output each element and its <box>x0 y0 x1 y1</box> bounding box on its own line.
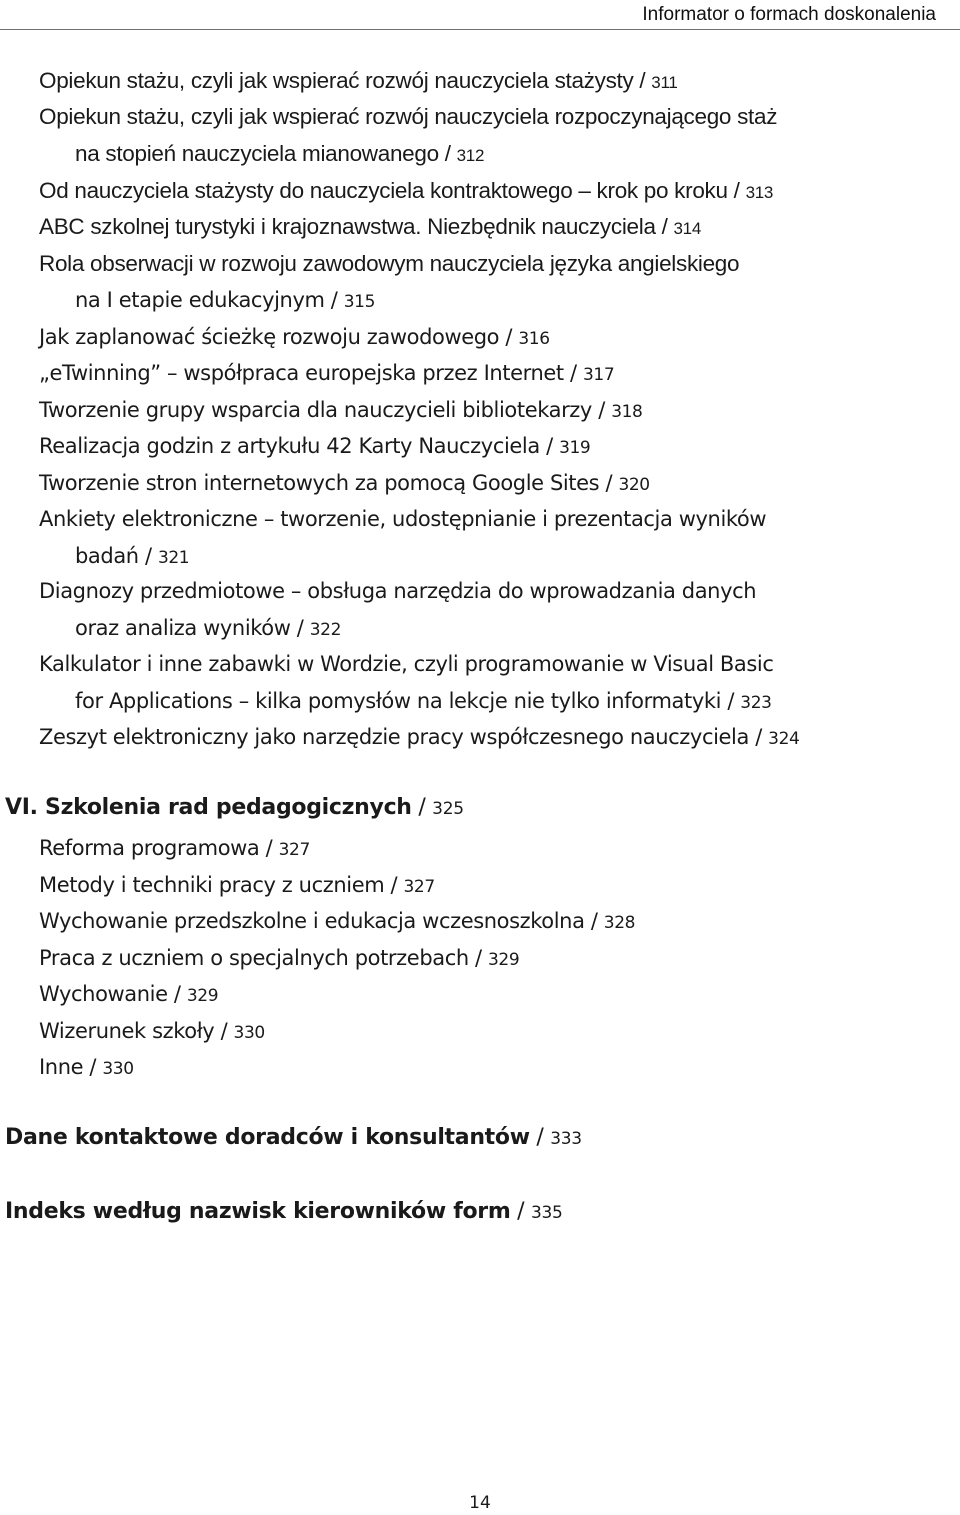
toc-entry[interactable] <box>39 650 774 678</box>
toc-entry-page: 328 <box>603 913 636 933</box>
toc-entry-title: „eTwinning” – współpraca europejska przez Internet / <box>39 361 583 385</box>
toc-entry[interactable] <box>39 67 678 97</box>
toc-entry-title: Zeszyt elektroniczny jako narzędzie pracy współczesnego nauczyciela / <box>39 725 769 749</box>
toc-entry-title: Tworzenie grupy wsparcia dla nauczycieli bibliotekarzy / <box>39 398 612 422</box>
toc-entry[interactable] <box>39 1053 134 1083</box>
toc-entry-title: ABC szkolnej turystyki i krajoznawstwa. Niezbędnik nauczyciela / <box>39 214 674 239</box>
toc-entry[interactable] <box>39 469 650 499</box>
toc-entry-title: Rola obserwacji w rozwoju zawodowym nauczyciela języka angielskiego <box>39 251 740 276</box>
toc-entry-title: Jak zaplanować ścieżkę rozwoju zawodowego / <box>39 325 519 349</box>
toc-entry[interactable] <box>39 871 435 901</box>
toc-entry-page: 317 <box>583 365 615 385</box>
toc-entry-page: 327 <box>278 840 310 860</box>
toc-entry-page: 320 <box>618 475 650 495</box>
section-page: 333 <box>550 1129 582 1149</box>
toc-entry-title: Reforma programowa / <box>39 836 279 860</box>
toc-entry[interactable] <box>39 577 756 605</box>
toc-entry-page: 316 <box>518 329 550 349</box>
toc-entry-page: 318 <box>611 402 643 422</box>
toc-entry-continuation[interactable] <box>75 687 772 717</box>
toc-entry-page: 312 <box>456 146 485 165</box>
toc-entry[interactable] <box>39 103 777 131</box>
section-title: VI. Szkolenia rad pedagogicznych <box>5 795 412 820</box>
toc-entry[interactable] <box>39 359 614 389</box>
toc-entry-page: 330 <box>233 1023 265 1043</box>
running-header <box>0 0 960 30</box>
toc-entry-title: Ankiety elektroniczne – tworzenie, udostępnianie i prezentacja wyników <box>39 507 767 531</box>
toc-entry[interactable] <box>39 505 766 533</box>
section-heading-contacts[interactable] <box>5 1124 582 1153</box>
toc-entry[interactable] <box>39 944 519 974</box>
toc-entry-page: 329 <box>488 950 520 970</box>
toc-entry-page: 321 <box>157 548 190 568</box>
section-title: Indeks według nazwisk kierowników form <box>5 1199 511 1224</box>
toc-entry-title: Wychowanie przedszkolne i edukacja wczesnoszkolna / <box>39 909 604 933</box>
toc-entry[interactable] <box>39 250 739 278</box>
toc-entry-title: Od nauczyciela stażysty do nauczyciela kontraktowego – krok po kroku / <box>39 178 746 203</box>
toc-entry-title: Inne / <box>39 1055 103 1079</box>
toc-entry-continuation[interactable] <box>75 542 189 572</box>
toc-entry-title: Kalkulator i inne zabawki w Wordzie, czyli programowanie w Visual Basic <box>39 652 774 676</box>
toc-entry-title: Diagnozy przedmiotowe – obsługa narzędzia do wprowadzania danych <box>39 579 757 603</box>
toc-entry-title: Opiekun stażu, czyli jak wspierać rozwój nauczyciela rozpoczynającego staż <box>39 104 778 129</box>
toc-entry-title: Praca z uczniem o specjalnych potrzebach / <box>39 946 488 970</box>
toc-entry-page: 327 <box>403 877 435 897</box>
toc-entry[interactable] <box>39 907 635 937</box>
header-title: Informator o formach doskonalenia <box>642 4 936 25</box>
toc-entry-title: na stopień nauczyciela mianowanego / <box>75 141 457 166</box>
section-page: 335 <box>530 1203 563 1223</box>
toc-entry-continuation[interactable] <box>75 286 375 316</box>
toc-entry-page: 329 <box>186 986 219 1006</box>
toc-entry-title: na I etapie edukacyjnym / <box>75 288 344 312</box>
toc-entry[interactable] <box>39 834 310 864</box>
page-number: 14 <box>469 1493 491 1513</box>
header-rule <box>0 29 960 30</box>
toc-entry[interactable] <box>39 396 642 426</box>
toc-entry-title: for Applications – kilka pomysłów na lekcje nie tylko informatyki / <box>75 689 741 713</box>
toc-entry-page: 319 <box>559 438 591 458</box>
toc-entry[interactable] <box>39 980 218 1010</box>
section-title: Dane kontaktowe doradców i konsultantów <box>5 1125 530 1150</box>
toc-entry-page: 315 <box>343 292 376 312</box>
toc-entry[interactable] <box>39 432 590 462</box>
toc-entry-page: 324 <box>768 729 800 749</box>
section-heading-vi[interactable] <box>5 794 464 823</box>
toc-entry-title: Tworzenie stron internetowych za pomocą Google Sites / <box>39 471 619 495</box>
toc-entry-title: Opiekun stażu, czyli jak wspierać rozwój nauczyciela stażysty / <box>39 68 652 93</box>
toc-entry[interactable] <box>39 723 799 753</box>
toc-entry-title: Wychowanie / <box>39 982 187 1006</box>
toc-entry-page: 311 <box>651 73 678 92</box>
toc-entry-continuation[interactable] <box>75 140 484 170</box>
toc-entry-title: Metody i techniki pracy z uczniem / <box>39 873 404 897</box>
toc-entry[interactable] <box>39 177 773 207</box>
toc-entry[interactable] <box>39 323 550 353</box>
toc-entry-page: 313 <box>745 183 774 202</box>
section-heading-index[interactable] <box>5 1198 563 1227</box>
section-separator: / <box>510 1199 531 1224</box>
toc-entry-title: oraz analiza wyników / <box>75 616 310 640</box>
toc-entry-page: 314 <box>673 219 701 238</box>
toc-entry-continuation[interactable] <box>75 614 341 644</box>
toc-entry-title: Realizacja godzin z artykułu 42 Karty Nauczyciela / <box>39 434 560 458</box>
section-separator: / <box>529 1125 551 1150</box>
section-separator: / <box>411 795 433 820</box>
toc-entry-page: 322 <box>309 620 341 640</box>
section-page: 325 <box>432 799 464 819</box>
toc-entry-page: 323 <box>740 693 772 713</box>
toc-entry[interactable] <box>39 1017 265 1047</box>
toc-entry-title: Wizerunek szkoły / <box>39 1019 234 1043</box>
toc-entry[interactable] <box>39 213 701 243</box>
toc-entry-page: 330 <box>102 1059 134 1079</box>
toc-entry-title: badań / <box>75 544 158 568</box>
